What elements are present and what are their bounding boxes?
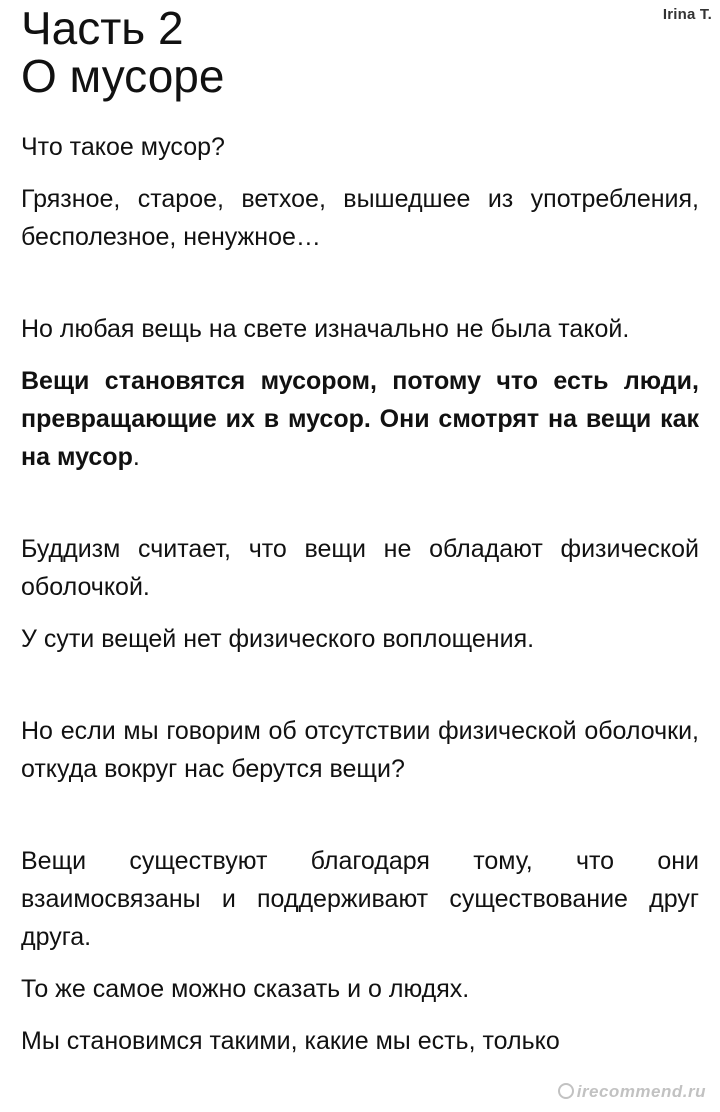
paragraph-physical-shell: Но если мы говорим об отсутствии физической оболочки, откуда вокруг нас берутся вещи?: [21, 717, 699, 783]
paragraph-buddhism: Буддизм считает, что вещи не обладают физической оболочкой.: [21, 535, 699, 601]
site-watermark: [558, 1082, 706, 1102]
paragraph-we-become: Мы становимся такими, какие мы есть, только: [21, 1027, 560, 1055]
bold-statement-period: .: [132, 443, 140, 471]
paragraph-definition: Грязное, старое, ветхое, вышедшее из употребления, бесполезное, ненужное…: [21, 185, 699, 251]
paragraph-bold-statement: [21, 362, 699, 476]
paragraph-interconnection: Вещи существуют благодаря тому, что они взаимосвязаны и поддерживают существование друг друга.: [21, 847, 699, 951]
title-line-2: О мусоре: [21, 50, 225, 102]
author-name: Irina T.: [662, 6, 712, 23]
watermark-logo-icon: [558, 1083, 574, 1099]
title-line-1: Часть 2: [21, 2, 184, 54]
paragraph-question: Что такое мусор?: [21, 133, 225, 161]
paragraph-people: То же самое можно сказать и о людях.: [21, 975, 470, 1003]
paragraph-originally: Но любая вещь на свете изначально не была такой.: [21, 315, 630, 343]
page-title: [21, 0, 699, 100]
watermark-text: irecommend.ru: [576, 1082, 706, 1101]
paragraph-essence: У сути вещей нет физического воплощения.: [21, 625, 535, 653]
bold-statement-text: Вещи становятся мусором, потому что есть люди, превращающие их в мусор. Они смотрят на вещи как на мусор: [21, 367, 699, 471]
